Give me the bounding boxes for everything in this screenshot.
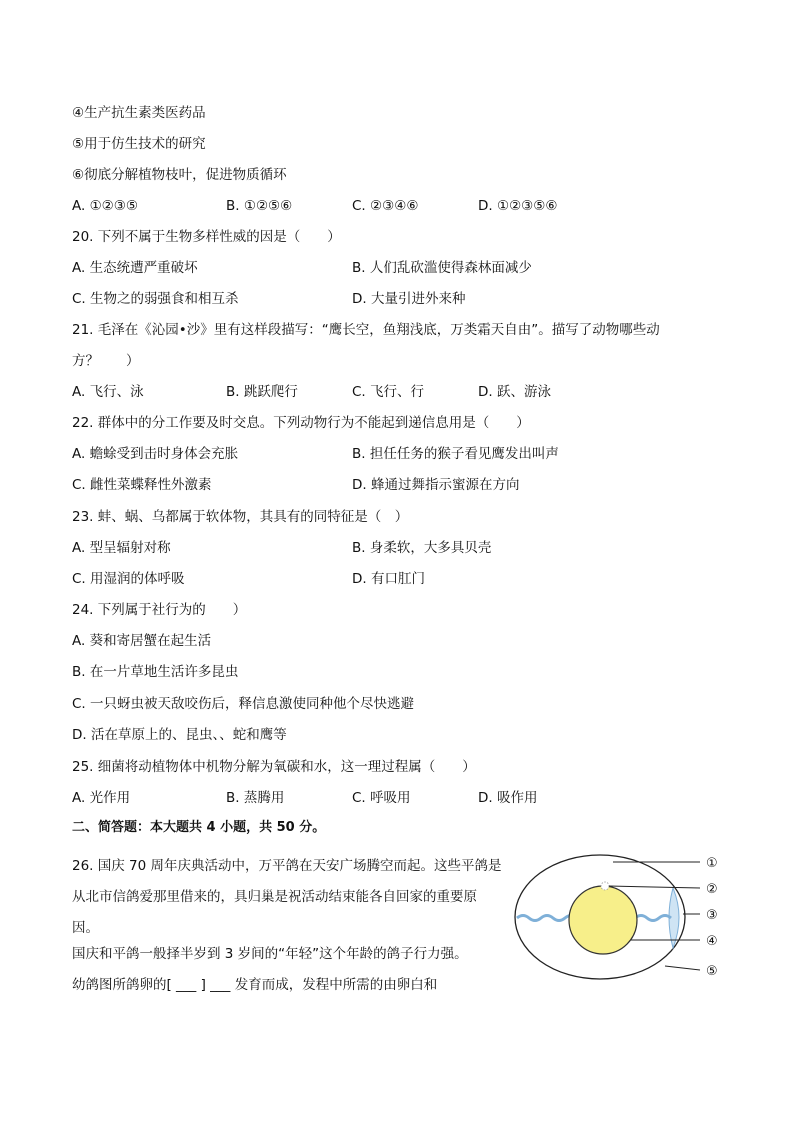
germinal-disc <box>601 882 609 890</box>
q23-option-c: C. 用湿润的体呼吸 <box>72 571 185 587</box>
q22-stem: 22. 群体中的分工作要及时交息。下列动物行为不能起到递信息用是（ ） <box>72 415 530 431</box>
q20-option-d: D. 大量引进外来种 <box>352 291 466 307</box>
q21-option-b: B. 跳跃爬行 <box>226 384 298 400</box>
egg-yolk <box>569 886 637 954</box>
q23-option-b: B. 身柔软，大多具贝壳 <box>352 540 492 556</box>
q24-option-b: B. 在一片草地生活许多昆虫 <box>72 664 239 680</box>
egg-label-5: ⑤ <box>706 964 718 979</box>
q24-option-a: A. 葵和寄居蟹在起生活 <box>72 633 212 649</box>
q20-stem: 20. 下列不属于生物多样性威的因是（ ） <box>72 229 341 245</box>
q23-option-d: D. 有口肛门 <box>352 571 425 587</box>
q19-option-a: A. ①②③⑤ <box>72 198 138 214</box>
q19-option-c: C. ②③④⑥ <box>352 198 419 214</box>
egg-label-4: ④ <box>706 934 718 949</box>
q25-option-d: D. 吸作用 <box>478 790 538 806</box>
q20-option-a: A. 生态统遭严重破坏 <box>72 260 198 276</box>
statement-5: ⑤用于仿生技术的研究 <box>72 136 206 152</box>
q26-paragraph-2: 国庆和平鸽一般择半岁到 3 岁间的“年轻”这个年龄的鸽子行力强。 <box>72 946 468 962</box>
q21-option-d: D. 跃、游泳 <box>478 384 551 400</box>
q24-stem: 24. 下列属于社行为的 ） <box>72 602 247 618</box>
egg-label-2: ② <box>706 882 718 897</box>
egg-label-3: ③ <box>706 908 718 923</box>
q25-option-a: A. 光作用 <box>72 790 131 806</box>
q23-option-a: A. 型呈辐射对称 <box>72 540 171 556</box>
q19-option-b: B. ①②⑤⑥ <box>226 198 293 214</box>
q25-option-c: C. 呼吸用 <box>352 790 411 806</box>
egg-structure-diagram <box>505 848 730 986</box>
statement-4: ④生产抗生素类医药品 <box>72 105 206 121</box>
q22-option-a: A. 蟾蜍受到击时身体会充胀 <box>72 446 239 462</box>
q20-option-b: B. 人们乱砍滥使得森林面减少 <box>352 260 532 276</box>
q25-option-b: B. 蒸腾用 <box>226 790 285 806</box>
q23-stem: 23. 蚌、蜗、乌都属于软体物，其具有的同特征是（ ） <box>72 509 409 525</box>
q19-option-d: D. ①②③⑤⑥ <box>478 198 558 214</box>
q22-option-c: C. 雌性菜蝶释性外激素 <box>72 477 212 493</box>
statement-6: ⑥彻底分解植物枝叶，促进物质循环 <box>72 167 287 183</box>
q24-option-c: C. 一只蚜虫被天敌咬伤后，释信息激使同种他个尽快逃避 <box>72 696 415 712</box>
q22-option-b: B. 担任任务的猴子看见鹰发出叫声 <box>352 446 559 462</box>
q22-option-d: D. 蜂通过舞指示蜜源在方向 <box>352 477 520 493</box>
q21-stem: 21. 毛泽在《沁园•沙》里有这样段描写：“鹰长空，鱼翔浅底，万类霜天自由”。描写了动物哪些动 <box>72 322 660 338</box>
q26-paragraph-1: 26. 国庆 70 周年庆典活动中，万平鸽在天安广场腾空而起。这些平鸽是从北市信鸽爱那里借来的，具归巢是祝活动结束能各自回家的重要原因。 <box>72 858 502 936</box>
q24-option-d: D. 活在草原上的、昆虫、、蛇和鹰等 <box>72 727 287 743</box>
q20-option-c: C. 生物之的弱强食和相互杀 <box>72 291 239 307</box>
q26-paragraph-3: 幼鸽图所鸽卵的[ ___ ] ___ 发育而成，发程中所需的由卵白和 <box>72 977 438 993</box>
section-2-title: 二、简答题：本大题共 4 小题，共 50 分。 <box>72 820 326 835</box>
q21-option-a: A. 飞行、泳 <box>72 384 144 400</box>
egg-label-1: ① <box>706 856 718 871</box>
q21-option-c: C. 飞行、行 <box>352 384 425 400</box>
q25-stem: 25. 细菌将动植物体中机物分解为氧碳和水，这一理过程属（ ） <box>72 759 476 775</box>
q21-stem-cont: 方？ ） <box>72 353 140 369</box>
